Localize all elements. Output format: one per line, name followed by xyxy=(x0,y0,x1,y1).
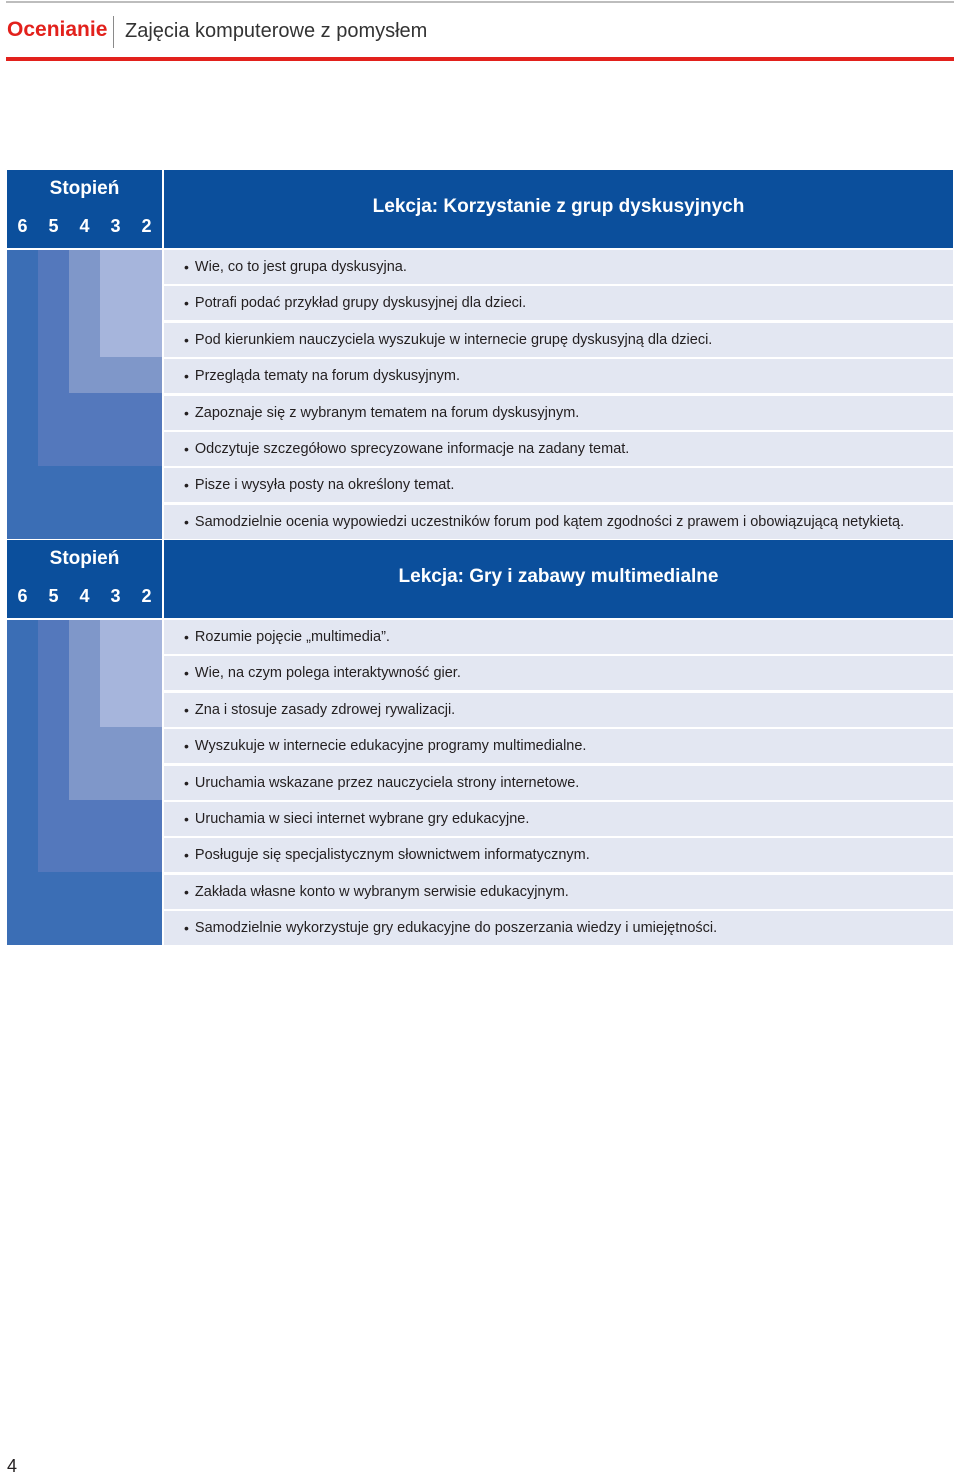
criteria-list xyxy=(164,540,953,945)
grade-header-label: Stopień xyxy=(49,548,120,569)
grade-scale xyxy=(7,216,162,240)
section-label: Ocenianie xyxy=(7,18,108,41)
lesson-title: Lekcja: Korzystanie z grup dyskusyjnych xyxy=(372,196,745,217)
criterion-item: • Uruchamia w sieci internet wybrane gry edukacyjne. xyxy=(164,802,953,836)
grade-4: 4 xyxy=(79,216,90,236)
grade-scale xyxy=(7,586,162,610)
criterion-item: • Zapoznaje się z wybranym tematem na forum dyskusyjnym. xyxy=(164,396,953,430)
criterion-item: • Posługuje się specjalistycznym słownictwem informatycznym. xyxy=(164,838,953,872)
criterion-item: • Zna i stosuje zasady zdrowej rywalizacji. xyxy=(164,693,953,727)
criterion-item: • Samodzielnie wykorzystuje gry edukacyjne do poszerzania wiedzy i umiejętności. xyxy=(164,911,953,945)
grade-header xyxy=(7,170,162,248)
grade-6: 6 xyxy=(17,586,28,606)
criterion-item: • Rozumie pojęcie „multimedia”. xyxy=(164,620,953,654)
criterion-item: • Wie, co to jest grupa dyskusyjna. xyxy=(164,250,953,284)
criterion-item: • Potrafi podać przykład grupy dyskusyjnej dla dzieci. xyxy=(164,286,953,320)
criterion-item: • Odczytuje szczegółowo sprecyzowane informacje na zadany temat. xyxy=(164,432,953,466)
grade-6: 6 xyxy=(17,216,28,236)
grade-header-label: Stopień xyxy=(49,178,120,199)
grade-3: 3 xyxy=(110,586,121,606)
grade-5: 5 xyxy=(48,586,59,606)
criteria-list xyxy=(164,170,953,539)
grade-4: 4 xyxy=(79,586,90,606)
grade-2: 2 xyxy=(141,586,152,606)
criterion-item: • Wyszukuje w internecie edukacyjne programy multimedialne. xyxy=(164,729,953,763)
criterion-item: • Przegląda tematy na forum dyskusyjnym. xyxy=(164,359,953,393)
criterion-item: • Wie, na czym polega interaktywność gier. xyxy=(164,656,953,690)
page-title: Zajęcia komputerowe z pomysłem xyxy=(125,20,428,42)
grade-bar-3 xyxy=(100,250,162,357)
header-separator xyxy=(113,16,114,48)
grade-5: 5 xyxy=(48,216,59,236)
grade-2: 2 xyxy=(141,216,152,236)
grade-bar-3 xyxy=(100,620,162,727)
grading-table-discussion-groups xyxy=(7,170,953,539)
lesson-title: Lekcja: Gry i zabawy multimedialne xyxy=(398,566,719,587)
page-number: 4 xyxy=(7,1456,18,1476)
grade-staircase xyxy=(7,620,162,945)
grade-header xyxy=(7,540,162,618)
grading-table-multimedia-games xyxy=(7,540,953,945)
grade-3: 3 xyxy=(110,216,121,236)
header-top-rule xyxy=(6,1,954,3)
criterion-item: • Zakłada własne konto w wybranym serwisie edukacyjnym. xyxy=(164,875,953,909)
criterion-item: • Uruchamia wskazane przez nauczyciela strony internetowe. xyxy=(164,766,953,800)
grade-staircase xyxy=(7,250,162,539)
criterion-item: • Pod kierunkiem nauczyciela wyszukuje w internecie grupę dyskusyjną dla dzieci. xyxy=(164,323,953,357)
header-red-rule xyxy=(6,57,954,61)
criterion-item: • Samodzielnie ocenia wypowiedzi uczestników forum pod kątem zgodności z prawem i obowiązującą netykietą. xyxy=(164,505,953,539)
criterion-item: • Pisze i wysyła posty na określony temat. xyxy=(164,468,953,502)
